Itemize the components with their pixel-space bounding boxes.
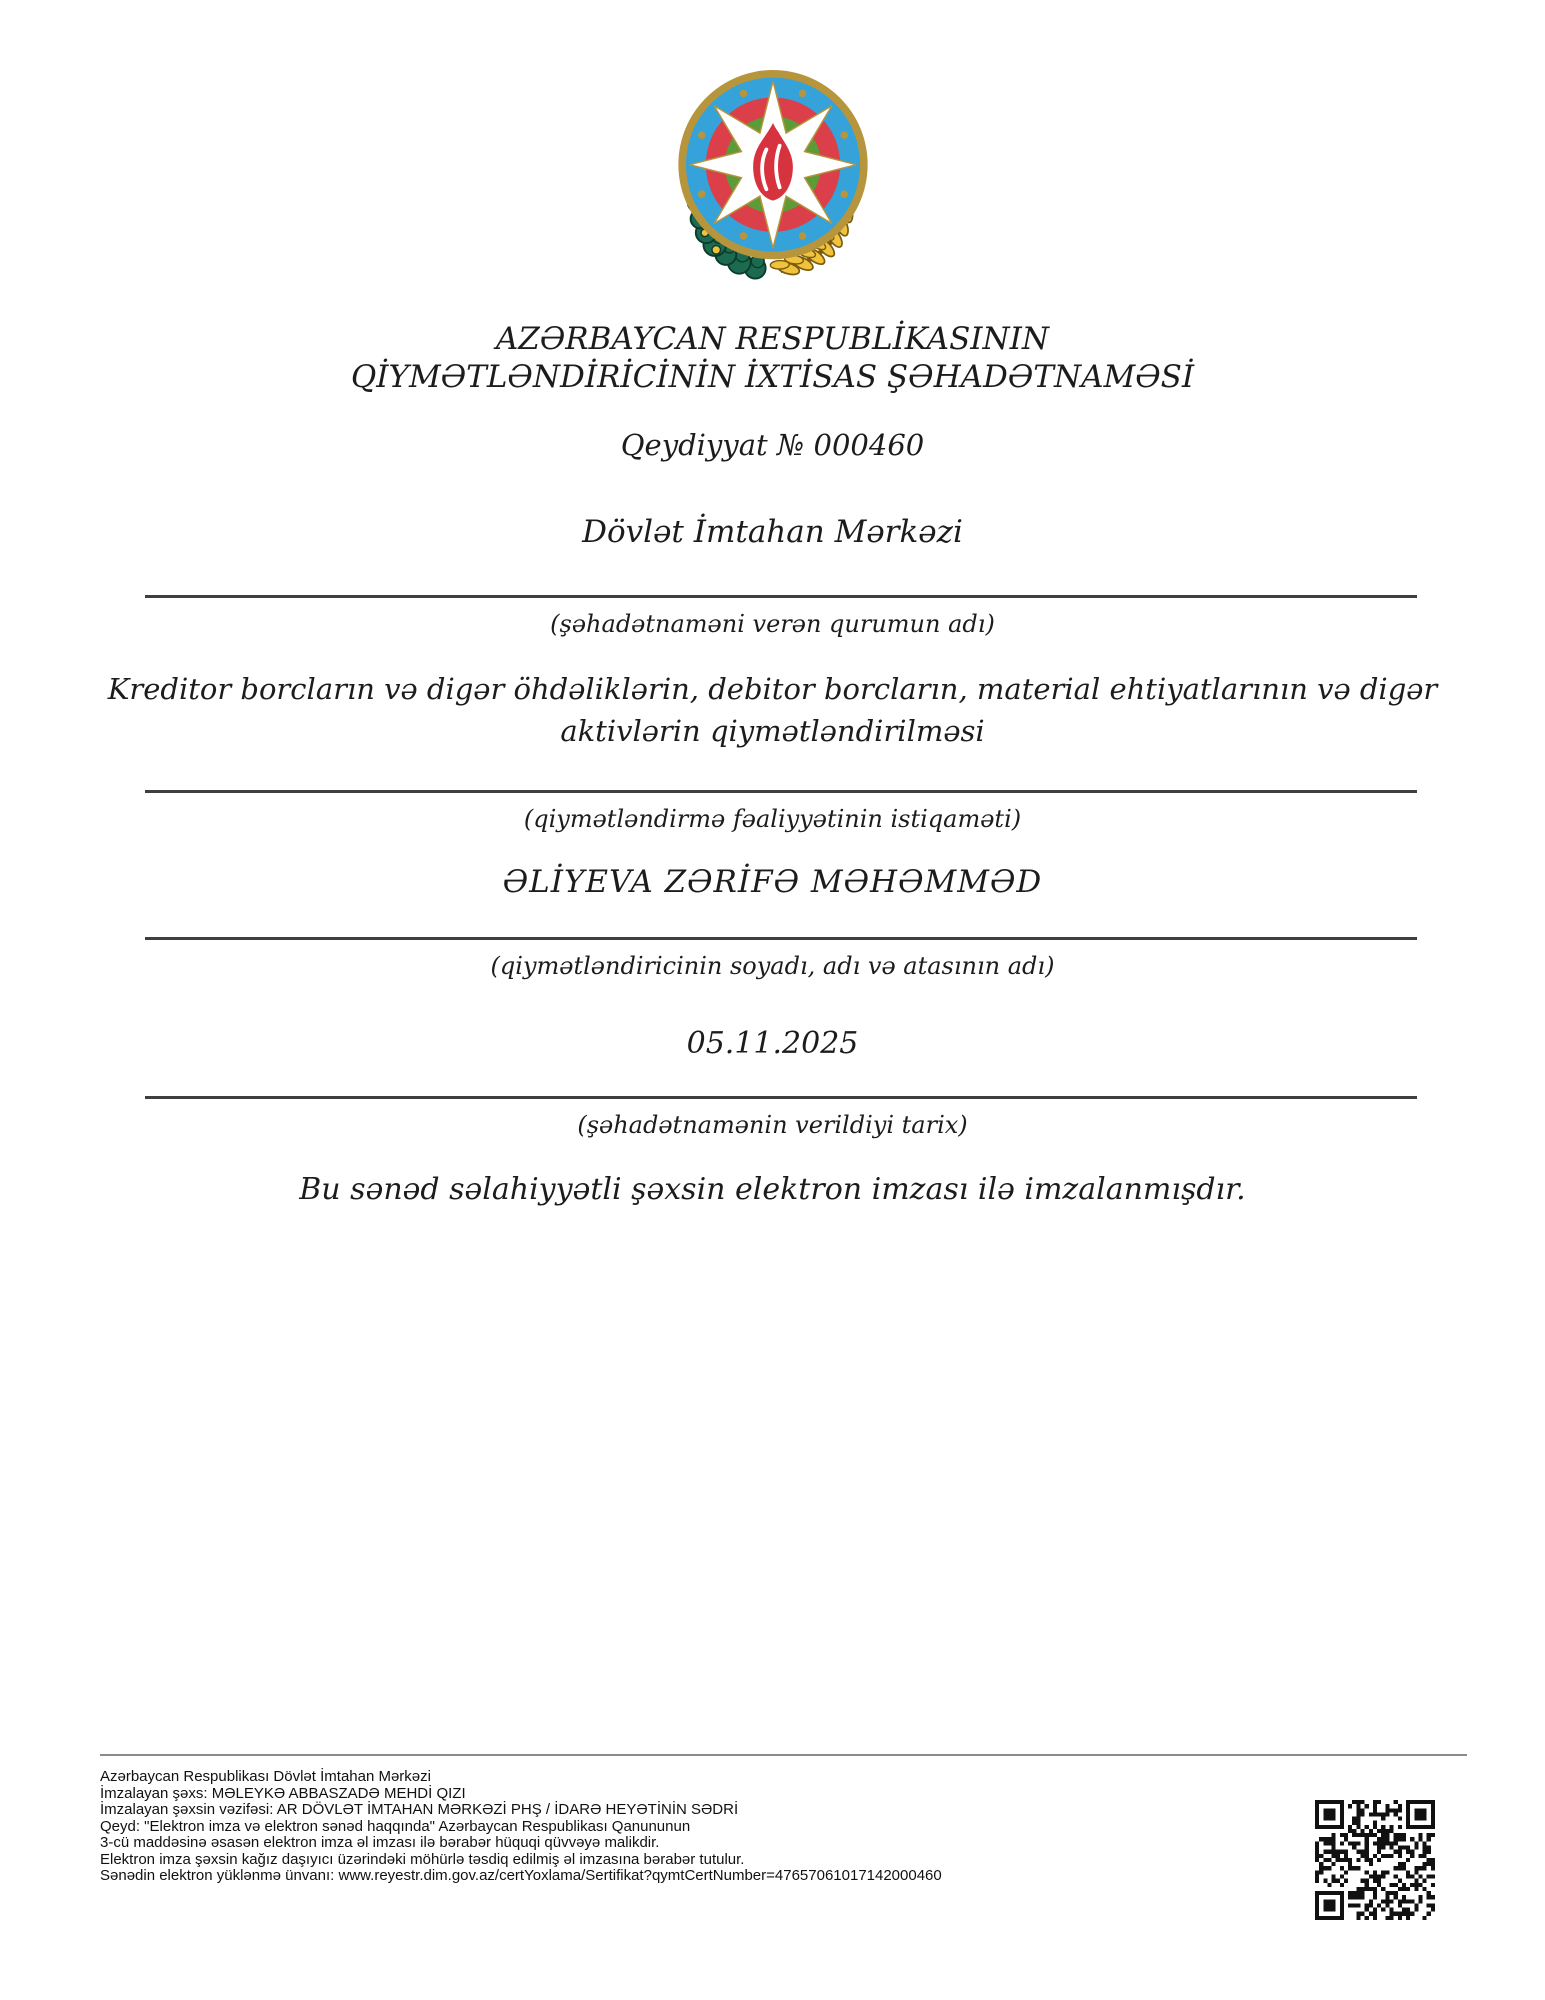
qr-code (1315, 1800, 1435, 1920)
direction-value: Kreditor borcların və digər öhdəliklərin, debitor borcların, material ehtiyatlarının və digər aktivlərin qiymətləndirilməsi (107, 672, 1438, 748)
holder-name-value: ƏLİYEVA ZƏRİFƏ MƏHƏMMƏD (502, 864, 1043, 900)
signature-details: Azərbaycan Respublikası Dövlət İmtahan Mərkəzi İmzalayan şəxs: MƏLEYKƏ ABBASZADƏ MEHDİ QIZI İmzalayan şəxsin vəzifəsi: AR DÖVLƏT İMTAHAN MƏRKƏZİ PHŞ / İDARƏ HEYƏTİNİN SƏDRİ Qeyd: "Elektron imza və elektron sənəd haqqında" Azərbaycan Respublikası Qanununun 3-cü maddəsinə əsasən elektron imza əl imzası ilə bərabər hüquqi qüvvəyə malikdir. Elektron imza şəxsin kağız daşıyıcı üzərindəki möhürlə təsdiq edilmiş əl imzasına bərabər tutulur. Sənədin elektron yüklənmə ünvanı: www.reyestr.dim.gov.az/certYoxlama/Sertifikat?qymtCertNumber=47657061017142000460 (100, 1768, 942, 1884)
qr-code-icon (1315, 1800, 1435, 1920)
holder-name-caption: (qiymətləndiricinin soyadı, adı və atasının adı) (490, 952, 1055, 980)
field-underline (145, 1096, 1417, 1099)
azerbaijan-emblem-icon (667, 64, 879, 288)
direction-caption: (qiymətləndirmə fəaliyyətinin istiqaməti) (523, 805, 1022, 833)
issuer-value: Dövlət İmtahan Mərkəzi (582, 514, 963, 550)
certificate-title: AZƏRBAYCAN RESPUBLİKASININ QİYMƏTLƏNDİRİCİNİN İXTİSAS ŞƏHADƏTNAMƏSİ (350, 321, 1195, 395)
issue-date-value: 05.11.2025 (686, 1026, 859, 1061)
registration-number: Qeydiyyat № 000460 (620, 428, 925, 462)
azerbaijan-coat-of-arms (667, 64, 879, 288)
field-underline (145, 937, 1417, 940)
issuer-caption: (şəhadətnaməni verən qurumun adı) (550, 610, 995, 638)
field-underline (145, 790, 1417, 793)
signature-note: Bu sənəd səlahiyyətli şəxsin elektron imzası ilə imzalanmışdır. (299, 1172, 1246, 1207)
issue-date-caption: (şəhadətnamənin verildiyi tarix) (577, 1111, 968, 1139)
field-underline (145, 595, 1417, 598)
footer-divider (100, 1754, 1467, 1756)
